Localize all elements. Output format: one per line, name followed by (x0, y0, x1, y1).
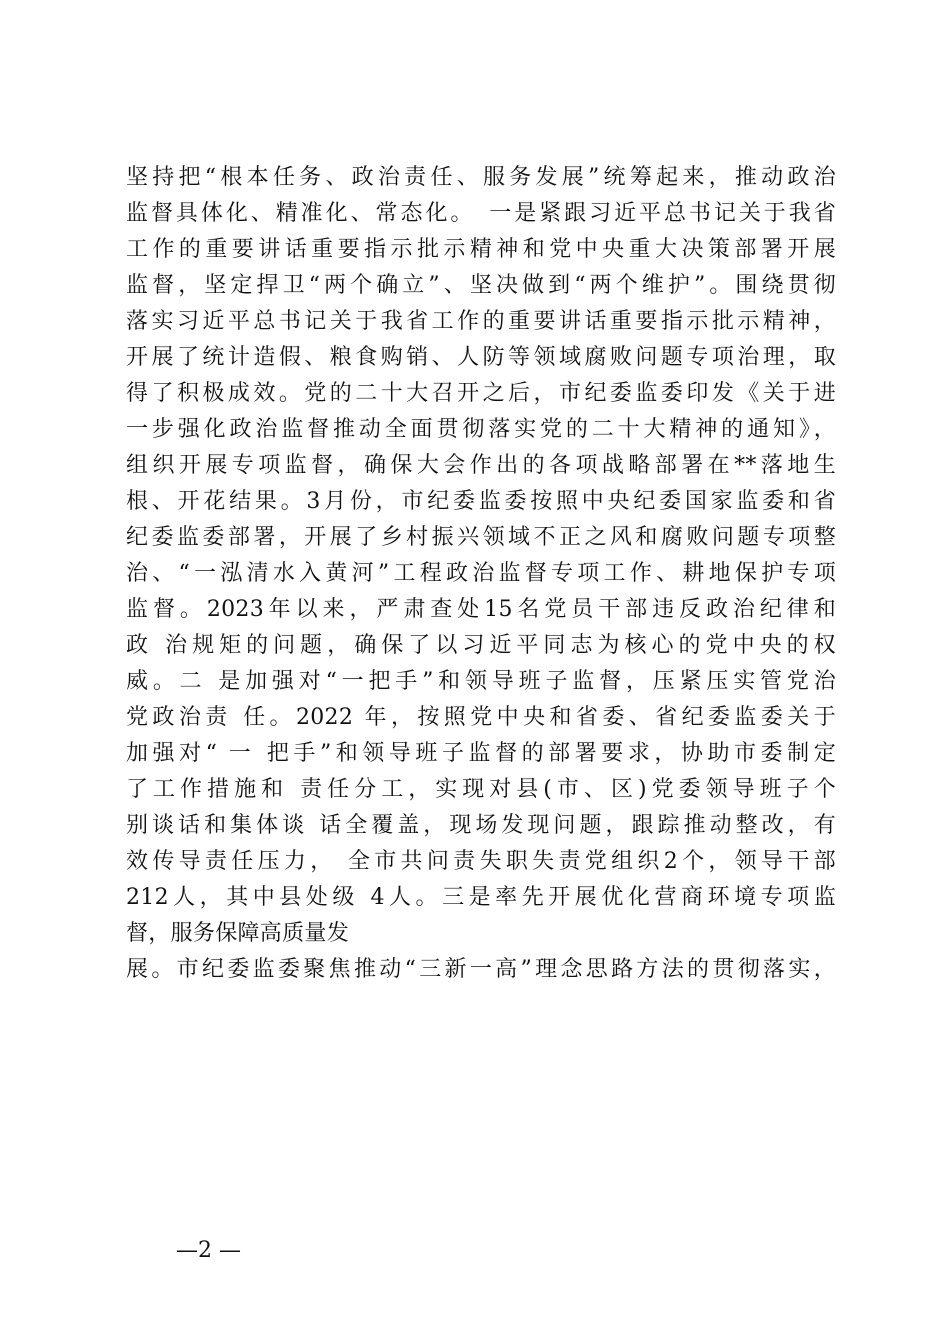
text-line: 组织开展专项监督，确保大会作出的各项战略部署在**落地生 (126, 453, 836, 478)
text-line: 监督，坚定捍卫“两个确立”、坚决做到“两个维护”。围绕贯彻 (126, 273, 836, 298)
text-line: 根、开花结果。3月份，市纪委监委按照中央纪委国家监委和省 (126, 489, 836, 514)
text-line: 212人，其中县处级 4人。三是率先开展优化营商环境专项监 (126, 885, 836, 910)
text-line: 监督具体化、精准化、常态化。 一是紧跟习近平总书记关于我省 (126, 201, 836, 226)
text-line: 督，服务保障高质量发 (126, 921, 350, 946)
text-line: 落实习近平总书记关于我省工作的重要讲话重要指示批示精神， (126, 309, 836, 334)
text-line: 得了积极成效。党的二十大召开之后，市纪委监委印发《关于进 (126, 381, 836, 406)
text-line: 纪委监委部署，开展了乡村振兴领域不正之风和腐败问题专项整 (126, 525, 836, 550)
text-line: 了工作措施和 责任分工，实现对县(市、区)党委领导班子个 (126, 777, 836, 802)
body-text (126, 160, 836, 988)
text-line: 效传导责任压力， 全市共问责失职失责党组织2个，领导干部 (126, 849, 836, 874)
text-line: 别谈话和集体谈 话全覆盖，现场发现问题，跟踪推动整改，有 (126, 813, 836, 838)
text-line: 党政治责 任。2022 年，按照党中央和省委、省纪委监委关于 (126, 705, 836, 730)
text-line: 政 治规矩的问题，确保了以习近平同志为核心的党中央的权 (126, 633, 836, 658)
text-line: 一步强化政治监督推动全面贯彻落实党的二十大精神的通知》， (126, 417, 836, 442)
page-number: —2 — (176, 1238, 241, 1263)
text-line: 治、“一泓清水入黄河”工程政治监督专项工作、耕地保护专项 (126, 561, 836, 586)
text-line: 监督。2023年以来，严肃查处15名党员干部违反政治纪律和 (126, 597, 836, 622)
text-line: 加强对“ 一 把手”和领导班子监督的部署要求，协助市委制定 (126, 741, 836, 766)
text-line: 工作的重要讲话重要指示批示精神和党中央重大决策部署开展 (126, 237, 836, 262)
text-line: 威。二 是加强对“一把手”和领导班子监督，压紧压实管党治 (126, 669, 836, 694)
text-line: 坚持把“根本任务、政治责任、服务发展”统筹起来，推动政治 (126, 165, 836, 190)
text-line: 开展了统计造假、粮食购销、人防等领域腐败问题专项治理，取 (126, 345, 836, 370)
text-line: 展。市纪委监委聚焦推动“三新一高”理念思路方法的贯彻落实， (126, 957, 836, 982)
